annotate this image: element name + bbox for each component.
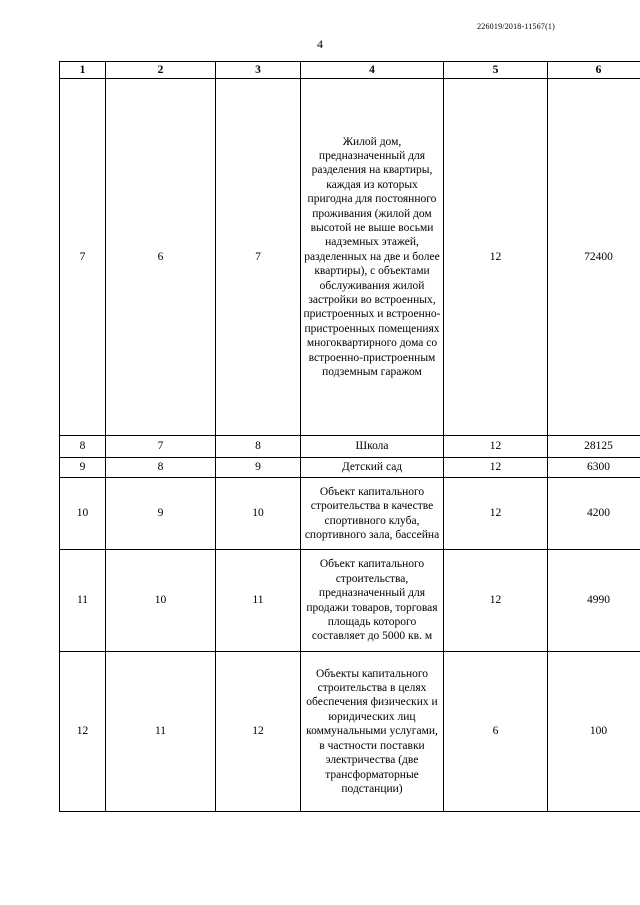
table-cell: 10 <box>60 478 106 550</box>
table-cell: 12 <box>444 79 548 436</box>
table-cell: 8 <box>216 436 301 458</box>
data-table <box>59 61 640 812</box>
column-header: 2 <box>106 62 216 79</box>
table-cell: 10 <box>216 478 301 550</box>
table-cell: 12 <box>60 652 106 812</box>
table-cell: 7 <box>106 436 216 458</box>
table-cell: 12 <box>444 458 548 478</box>
table-cell: 9 <box>60 458 106 478</box>
table-cell: 11 <box>216 550 301 652</box>
table-cell: 10 <box>106 550 216 652</box>
table-cell: 12 <box>444 550 548 652</box>
table-row <box>60 652 640 812</box>
column-header: 5 <box>444 62 548 79</box>
table-cell: 6 <box>444 652 548 812</box>
table-row <box>60 458 640 478</box>
table-cell: 12 <box>444 478 548 550</box>
table-cell-description: Жилой дом, предназначенный для разделения на квартиры, каждая из которых пригодна для постоянного проживания (жилой дом высотой не выше восьми надземных этажей, разделенных на две и более квартиры), с объектами обслуживания жилой застройки во встроенных, пристроенных и встроенно-пристроенных помещениях многоквартирного дома со встроенно-пристроенным подземным гаражом <box>301 79 444 436</box>
table-cell: 100 <box>548 652 640 812</box>
table-cell: 28125 <box>548 436 640 458</box>
table-cell: 7 <box>216 79 301 436</box>
table-row <box>60 436 640 458</box>
table-cell: 12 <box>444 436 548 458</box>
table-row <box>60 79 640 436</box>
document-id: 226019/2018-11567(1) <box>477 22 555 31</box>
column-header: 1 <box>60 62 106 79</box>
table-cell-description: Объекты капитального строительства в целях обеспечения физических и юридических лиц коммунальными услугами, в частности поставки электричества (две трансформаторные подстанции) <box>301 652 444 812</box>
table-cell: 11 <box>106 652 216 812</box>
table-cell-description: Школа <box>301 436 444 458</box>
table-row <box>60 478 640 550</box>
table-cell-description: Объект капитального строительства, предназначенный для продажи товаров, торговая площадь которого составляет до 5000 кв. м <box>301 550 444 652</box>
table-header-row <box>60 62 640 79</box>
table-cell: 6300 <box>548 458 640 478</box>
table-cell: 11 <box>60 550 106 652</box>
table-cell-description: Объект капитального строительства в качестве спортивного клуба, спортивного зала, бассейна <box>301 478 444 550</box>
column-header: 3 <box>216 62 301 79</box>
column-header: 6 <box>548 62 640 79</box>
table-cell: 4200 <box>548 478 640 550</box>
table-cell: 8 <box>106 458 216 478</box>
table-cell: 8 <box>60 436 106 458</box>
table-row <box>60 550 640 652</box>
table-cell: 9 <box>216 458 301 478</box>
table-cell: 9 <box>106 478 216 550</box>
table-cell: 6 <box>106 79 216 436</box>
table-cell: 12 <box>216 652 301 812</box>
table-cell: 72400 <box>548 79 640 436</box>
column-header: 4 <box>301 62 444 79</box>
table-cell: 4990 <box>548 550 640 652</box>
table-cell-description: Детский сад <box>301 458 444 478</box>
page-number: 4 <box>317 37 323 51</box>
table-cell: 7 <box>60 79 106 436</box>
